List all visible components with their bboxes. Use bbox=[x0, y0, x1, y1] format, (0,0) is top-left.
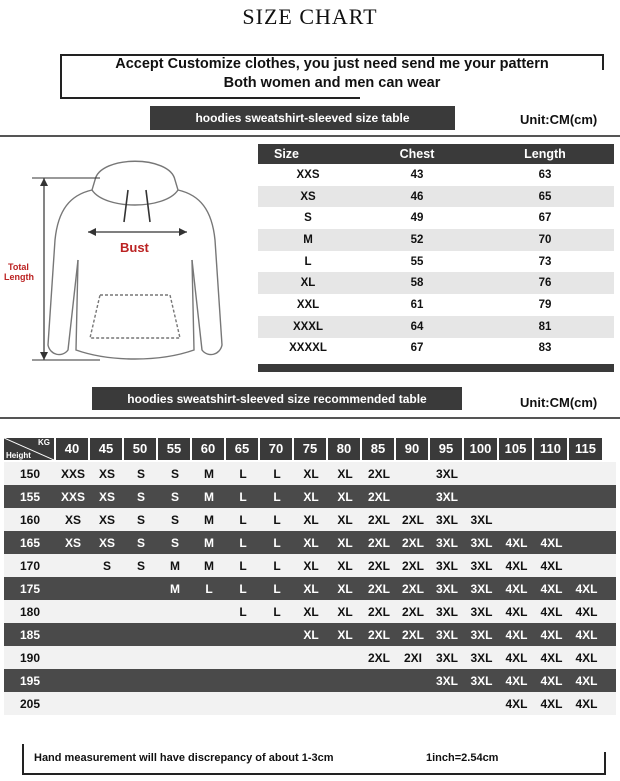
size-recommend-cell: 4XL bbox=[575, 604, 598, 619]
length-cell: 67 bbox=[538, 212, 552, 225]
size-recommend-cell: S bbox=[170, 512, 179, 527]
size-recommend-cell: 2XL bbox=[367, 604, 390, 619]
notice-box bbox=[60, 38, 604, 98]
size-recommend-cell: XL bbox=[303, 535, 319, 550]
kg-header-cell: 110 bbox=[534, 438, 567, 460]
height-cell: 155 bbox=[19, 489, 41, 504]
size-recommend-cell: XL bbox=[337, 512, 353, 527]
recommended-table bbox=[4, 436, 616, 715]
kg-header-cell: 95 bbox=[430, 438, 462, 460]
size-cell: XXS bbox=[296, 168, 320, 181]
size-recommend-cell: 3XL bbox=[435, 673, 458, 688]
rec-table-banner: hoodies sweatshirt-sleeved size recommended table bbox=[92, 387, 462, 410]
kg-header-cell: 60 bbox=[192, 438, 224, 460]
kg-header-cell: 65 bbox=[226, 438, 258, 460]
size-recommend-cell: L bbox=[273, 466, 281, 481]
size-recommend-cell: 3XL bbox=[435, 466, 458, 481]
size-recommend-cell: 4XL bbox=[540, 558, 563, 573]
size-recommend-cell: 3XL bbox=[435, 512, 458, 527]
length-label: Length bbox=[4, 272, 34, 282]
size-recommend-cell: M bbox=[170, 558, 180, 573]
size-recommend-cell: 2XL bbox=[401, 627, 424, 642]
size-row bbox=[258, 164, 614, 186]
size-table-footer-bar bbox=[258, 364, 614, 372]
height-cell: 170 bbox=[19, 558, 41, 573]
size-recommend-cell: XS bbox=[64, 535, 81, 550]
chest-cell: 64 bbox=[410, 320, 424, 333]
size-recommend-cell: M bbox=[204, 512, 214, 527]
size-recommend-cell: L bbox=[239, 604, 247, 619]
size-recommend-cell: L bbox=[239, 581, 247, 596]
length-cell: 73 bbox=[538, 255, 552, 268]
size-recommend-cell: 2XL bbox=[367, 489, 390, 504]
size-recommend-cell: 2XL bbox=[401, 535, 424, 550]
size-recommend-cell: 3XL bbox=[435, 627, 458, 642]
size-recommend-cell: 4XL bbox=[540, 604, 563, 619]
size-recommend-cell: L bbox=[273, 604, 281, 619]
size-cell: M bbox=[303, 233, 313, 246]
size-recommend-cell: XL bbox=[337, 535, 353, 550]
rec-row bbox=[4, 577, 616, 600]
size-cell: XXXXL bbox=[289, 342, 327, 355]
size-recommend-cell: S bbox=[170, 489, 179, 504]
height-cell: 175 bbox=[19, 581, 41, 596]
size-cell: XL bbox=[300, 277, 316, 290]
size-recommend-cell: L bbox=[239, 512, 247, 527]
total-label: Total bbox=[8, 262, 29, 272]
rec-row bbox=[4, 462, 616, 485]
size-recommend-cell: 4XL bbox=[575, 650, 598, 665]
kg-header-cell: 90 bbox=[396, 438, 428, 460]
size-recommend-cell: XL bbox=[303, 558, 319, 573]
kg-header-cell: 75 bbox=[294, 438, 326, 460]
size-recommend-cell: 4XL bbox=[575, 673, 598, 688]
size-recommend-cell: 4XL bbox=[575, 696, 598, 711]
size-recommend-cell: S bbox=[136, 489, 145, 504]
corner-height-label: Height bbox=[6, 451, 31, 460]
height-cell: 185 bbox=[19, 627, 41, 642]
size-recommend-cell: 2XL bbox=[401, 604, 424, 619]
kg-header-cell: 100 bbox=[464, 438, 497, 460]
size-recommend-cell: 3XL bbox=[470, 627, 493, 642]
size-recommend-cell: L bbox=[205, 581, 213, 596]
size-recommend-cell: L bbox=[273, 535, 281, 550]
kg-header-cell: 55 bbox=[158, 438, 190, 460]
size-recommend-cell: M bbox=[204, 558, 214, 573]
size-recommend-cell: 3XL bbox=[435, 650, 458, 665]
chest-cell: 43 bbox=[410, 168, 424, 181]
size-recommend-cell: L bbox=[239, 466, 247, 481]
kg-header-cell: 80 bbox=[328, 438, 360, 460]
size-row bbox=[258, 229, 614, 251]
size-recommend-cell: 3XL bbox=[435, 489, 458, 504]
size-recommend-cell: XL bbox=[337, 466, 353, 481]
size-recommend-cell: 2XL bbox=[367, 650, 390, 665]
size-recommend-cell: 2XL bbox=[367, 466, 390, 481]
size-recommend-cell: L bbox=[273, 581, 281, 596]
size-recommend-cell: M bbox=[170, 581, 180, 596]
kg-header-cell: 105 bbox=[499, 438, 532, 460]
rec-row bbox=[4, 646, 616, 669]
size-row bbox=[258, 316, 614, 338]
length-cell: 76 bbox=[538, 277, 552, 290]
header-chest: Chest bbox=[399, 147, 435, 161]
chest-cell: 55 bbox=[410, 255, 424, 268]
size-recommend-cell: 4XL bbox=[505, 627, 528, 642]
size-recommend-cell: S bbox=[136, 466, 145, 481]
chest-cell: 61 bbox=[410, 298, 424, 311]
size-recommend-cell: L bbox=[273, 512, 281, 527]
size-row bbox=[258, 294, 614, 316]
kg-header-cell: 70 bbox=[260, 438, 292, 460]
rec-row bbox=[4, 554, 616, 577]
notice-line-2: Both women and men can wear bbox=[223, 75, 441, 91]
length-cell: 63 bbox=[538, 168, 552, 181]
chest-cell: 58 bbox=[410, 277, 424, 290]
size-row bbox=[258, 272, 614, 294]
length-cell: 83 bbox=[538, 342, 552, 355]
size-recommend-cell: XL bbox=[337, 489, 353, 504]
rec-row bbox=[4, 669, 616, 692]
height-cell: 165 bbox=[19, 535, 41, 550]
size-recommend-cell: XS bbox=[98, 489, 115, 504]
size-table-banner: hoodies sweatshirt-sleeved size table bbox=[150, 106, 455, 130]
size-recommend-cell: 4XL bbox=[540, 673, 563, 688]
footer-conversion: 1inch=2.54cm bbox=[426, 752, 499, 764]
size-recommend-cell: XS bbox=[98, 512, 115, 527]
size-cell: L bbox=[304, 255, 312, 268]
notice-line-1: Accept Customize clothes, you just need send me your pattern bbox=[115, 56, 549, 72]
size-table-header bbox=[258, 144, 614, 164]
size-recommend-cell: XL bbox=[303, 627, 319, 642]
size-recommend-cell: L bbox=[273, 489, 281, 504]
bust-label: Bust bbox=[120, 240, 149, 255]
size-recommend-cell: 4XL bbox=[540, 627, 563, 642]
chest-cell: 46 bbox=[410, 190, 424, 203]
height-cell: 150 bbox=[19, 466, 41, 481]
length-cell: 65 bbox=[538, 190, 552, 203]
size-row bbox=[258, 338, 614, 360]
table-corner bbox=[4, 438, 54, 460]
size-table bbox=[258, 144, 614, 359]
rec-row bbox=[4, 623, 616, 646]
size-cell: XXL bbox=[296, 298, 320, 311]
size-row bbox=[258, 251, 614, 273]
size-recommend-cell: XL bbox=[303, 581, 319, 596]
size-recommend-cell: L bbox=[239, 489, 247, 504]
size-recommend-cell: 3XL bbox=[435, 581, 458, 596]
chest-cell: 49 bbox=[410, 212, 424, 225]
size-recommend-cell: S bbox=[102, 558, 111, 573]
size-recommend-cell: XS bbox=[98, 535, 115, 550]
size-recommend-cell: XS bbox=[98, 466, 115, 481]
size-recommend-cell: S bbox=[136, 558, 145, 573]
hoodie-illustration bbox=[0, 150, 250, 370]
rec-row bbox=[4, 600, 616, 623]
size-recommend-cell: 4XL bbox=[540, 535, 563, 550]
size-recommend-cell: 3XL bbox=[435, 535, 458, 550]
kg-header-cell: 85 bbox=[362, 438, 394, 460]
size-recommend-cell: XL bbox=[337, 558, 353, 573]
size-recommend-cell: 2XI bbox=[403, 650, 422, 665]
size-recommend-cell: S bbox=[170, 535, 179, 550]
size-recommend-cell: 3XL bbox=[470, 673, 493, 688]
height-cell: 205 bbox=[19, 696, 41, 711]
size-recommend-cell: XL bbox=[303, 489, 319, 504]
size-recommend-cell: 2XL bbox=[367, 627, 390, 642]
length-cell: 81 bbox=[538, 320, 552, 333]
size-recommend-cell: XL bbox=[303, 512, 319, 527]
size-recommend-cell: 3XL bbox=[470, 535, 493, 550]
chest-cell: 67 bbox=[410, 342, 424, 355]
size-recommend-cell: M bbox=[204, 489, 214, 504]
size-row bbox=[258, 186, 614, 208]
size-recommend-cell: 4XL bbox=[505, 581, 528, 596]
size-recommend-cell: 4XL bbox=[575, 627, 598, 642]
size-recommend-cell: 3XL bbox=[470, 558, 493, 573]
kg-header-cell: 45 bbox=[90, 438, 122, 460]
header-length: Length bbox=[524, 147, 566, 161]
size-recommend-cell: L bbox=[239, 558, 247, 573]
size-recommend-cell: 4XL bbox=[540, 696, 563, 711]
size-recommend-cell: XL bbox=[337, 581, 353, 596]
kg-header-cell: 50 bbox=[124, 438, 156, 460]
page-title: SIZE CHART bbox=[242, 4, 378, 29]
size-recommend-cell: 4XL bbox=[505, 604, 528, 619]
size-recommend-cell: 4XL bbox=[505, 558, 528, 573]
rec-row bbox=[4, 531, 616, 554]
size-recommend-cell: 2XL bbox=[367, 512, 390, 527]
size-recommend-cell: 3XL bbox=[470, 581, 493, 596]
size-recommend-cell: 3XL bbox=[470, 650, 493, 665]
rec-table-header bbox=[4, 436, 616, 462]
size-recommend-cell: XXS bbox=[60, 466, 85, 481]
size-recommend-cell: 4XL bbox=[575, 581, 598, 596]
size-recommend-cell: M bbox=[204, 466, 214, 481]
size-recommend-cell: XL bbox=[337, 627, 353, 642]
size-recommend-cell: 4XL bbox=[540, 581, 563, 596]
rec-row bbox=[4, 485, 616, 508]
size-recommend-cell: 2XL bbox=[367, 535, 390, 550]
size-recommend-cell: L bbox=[239, 535, 247, 550]
size-recommend-cell: 3XL bbox=[435, 604, 458, 619]
length-cell: 79 bbox=[538, 298, 552, 311]
rec-row bbox=[4, 508, 616, 531]
header-size: Size bbox=[274, 147, 300, 161]
section-divider bbox=[0, 135, 620, 137]
size-recommend-cell: M bbox=[204, 535, 214, 550]
size-recommend-cell: 4XL bbox=[505, 696, 528, 711]
size-recommend-cell: S bbox=[136, 512, 145, 527]
size-recommend-cell: XL bbox=[303, 466, 319, 481]
size-recommend-cell: 3XL bbox=[470, 604, 493, 619]
size-row bbox=[258, 207, 614, 229]
size-recommend-cell: 3XL bbox=[435, 558, 458, 573]
size-recommend-cell: 2XL bbox=[367, 558, 390, 573]
size-recommend-cell: 3XL bbox=[470, 512, 493, 527]
size-recommend-cell: 2XL bbox=[401, 558, 424, 573]
kg-header-cell: 40 bbox=[56, 438, 88, 460]
chest-cell: 52 bbox=[410, 233, 424, 246]
rec-row bbox=[4, 692, 616, 715]
size-recommend-cell: 4XL bbox=[505, 650, 528, 665]
height-cell: 190 bbox=[19, 650, 41, 665]
size-cell: S bbox=[304, 212, 312, 225]
corner-kg-label: KG bbox=[38, 438, 50, 447]
size-recommend-cell: S bbox=[170, 466, 179, 481]
size-recommend-cell: 4XL bbox=[505, 673, 528, 688]
size-recommend-cell: XS bbox=[64, 512, 81, 527]
size-recommend-cell: 2XL bbox=[401, 512, 424, 527]
size-recommend-cell: XL bbox=[303, 604, 319, 619]
size-recommend-cell: S bbox=[136, 535, 145, 550]
kg-header-cell: 115 bbox=[569, 438, 602, 460]
size-cell: XS bbox=[300, 190, 316, 203]
size-recommend-cell: XXS bbox=[60, 489, 85, 504]
size-table-unit: Unit:CM(cm) bbox=[520, 112, 598, 127]
rec-table-unit: Unit:CM(cm) bbox=[520, 395, 598, 410]
height-cell: 195 bbox=[19, 673, 41, 688]
size-recommend-cell: 2XL bbox=[367, 581, 390, 596]
size-cell: XXXL bbox=[292, 320, 324, 333]
size-recommend-cell: 2XL bbox=[401, 581, 424, 596]
section-divider-2 bbox=[0, 417, 620, 419]
length-cell: 70 bbox=[538, 233, 552, 246]
footer-note-box bbox=[22, 744, 606, 774]
height-cell: 180 bbox=[19, 604, 41, 619]
size-recommend-cell: 4XL bbox=[540, 650, 563, 665]
size-recommend-cell: 4XL bbox=[505, 535, 528, 550]
footer-note: Hand measurement will have discrepancy of about 1-3cm bbox=[34, 752, 334, 764]
size-recommend-cell: L bbox=[273, 558, 281, 573]
size-recommend-cell: XL bbox=[337, 604, 353, 619]
height-cell: 160 bbox=[19, 512, 41, 527]
